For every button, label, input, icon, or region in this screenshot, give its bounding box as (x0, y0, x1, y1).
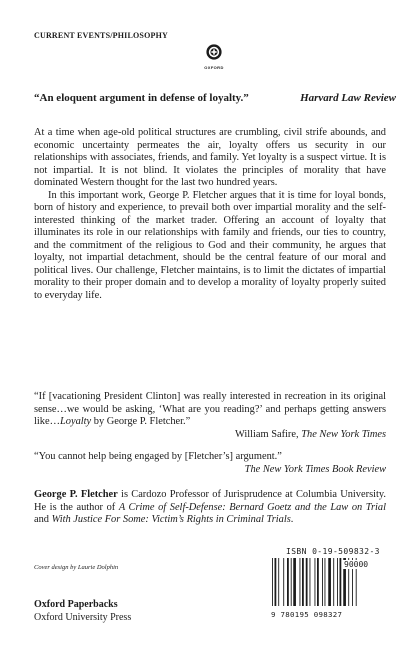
logo-label: OXFORD (204, 65, 224, 70)
headline-quote-text: “An eloquent argument in defense of loyalty.” (34, 92, 249, 104)
review-quote-text (34, 391, 386, 429)
publisher-name: Oxford University Press (34, 612, 132, 623)
quote-book-title: Loyalty (59, 416, 92, 428)
author-name: George P. Fletcher (34, 489, 118, 500)
description (34, 127, 386, 302)
imprint (34, 598, 131, 624)
quote-author: William Safire, (234, 428, 302, 440)
description-paragraph-2: In this important work, George P. Fletcher argues that it is time for loyal bonds, born of history and experience, to prevail both over impartial morality and the self-interested thinking of the market trader. Offering an account of loyalty that illuminates its role in our relationships with family and friends, our ties to country, and the commitment of the religious to God and their community, he argues that loyalty, not impartial detachment, should be the central feature of our moral and political lives. Our challenge, Fletcher maintains, is to limit the dictates of impartial morality to their proper domain and to develop a morality of loyalty properly suited to everyday life. (34, 189, 386, 301)
headline-quote (34, 92, 396, 104)
author-bio (34, 489, 386, 527)
barcode-icon (271, 558, 391, 606)
review-quote-attribution (34, 429, 386, 442)
bio-book-2: With Justice For Some: Victim’s Rights in Criminal Trials (51, 514, 291, 526)
bio-book-1: A Crime of Self-Defense: Bernard Goetz and the Law on Trial (118, 501, 386, 513)
quote-publication: The New York Times (301, 428, 386, 440)
bio-text-1: is Cardozo Professor of Jurisprudence at Columbia University. He is the author of (34, 489, 387, 513)
isbn-label: ISBN 0-19-509832-3 (286, 547, 380, 556)
review-quote-2-text: “You cannot help being engaged by [Fletcher’s] argument.” (34, 451, 282, 462)
price-code: 90000 (344, 560, 369, 569)
quote-text-after: by George P. Fletcher.” (91, 416, 191, 428)
description-paragraph-1: At a time when age-old political structures are crumbling, civil strife abounds, and economic uncertainty permeates the air, loyalty offers us security in our relationships with associates, friends, and family. Yet loyalty is a suspect virtue. It is not impartial. It is not blind. It violates the principles of morality that have dominated Western thought for the last two hundred years. (34, 127, 386, 188)
ean-digits: 9 780195 098327 (271, 610, 343, 619)
oxford-logo-icon (206, 44, 222, 60)
bio-text-2: and (34, 514, 52, 526)
review-quote-safire (34, 391, 386, 441)
quote-text-before: “If [vacationing President Clinton] was really interested in recreation in its original sense…we would be asking, ‘What are you reading?’ and perhaps getting answers like… (34, 391, 386, 428)
cover-design-credit: Cover design by Laurie Dolphin (34, 564, 119, 571)
series-name: Oxford Paperbacks (34, 599, 118, 610)
bio-text-3: . (290, 514, 294, 526)
quote-2-publication: The New York Times Book Review (244, 463, 386, 475)
review-quote-nytbr (34, 451, 386, 476)
review-quote-2-source (34, 464, 386, 477)
category-label: CURRENT EVENTS/PHILOSOPHY (34, 31, 168, 40)
headline-quote-source: Harvard Law Review (300, 92, 396, 104)
